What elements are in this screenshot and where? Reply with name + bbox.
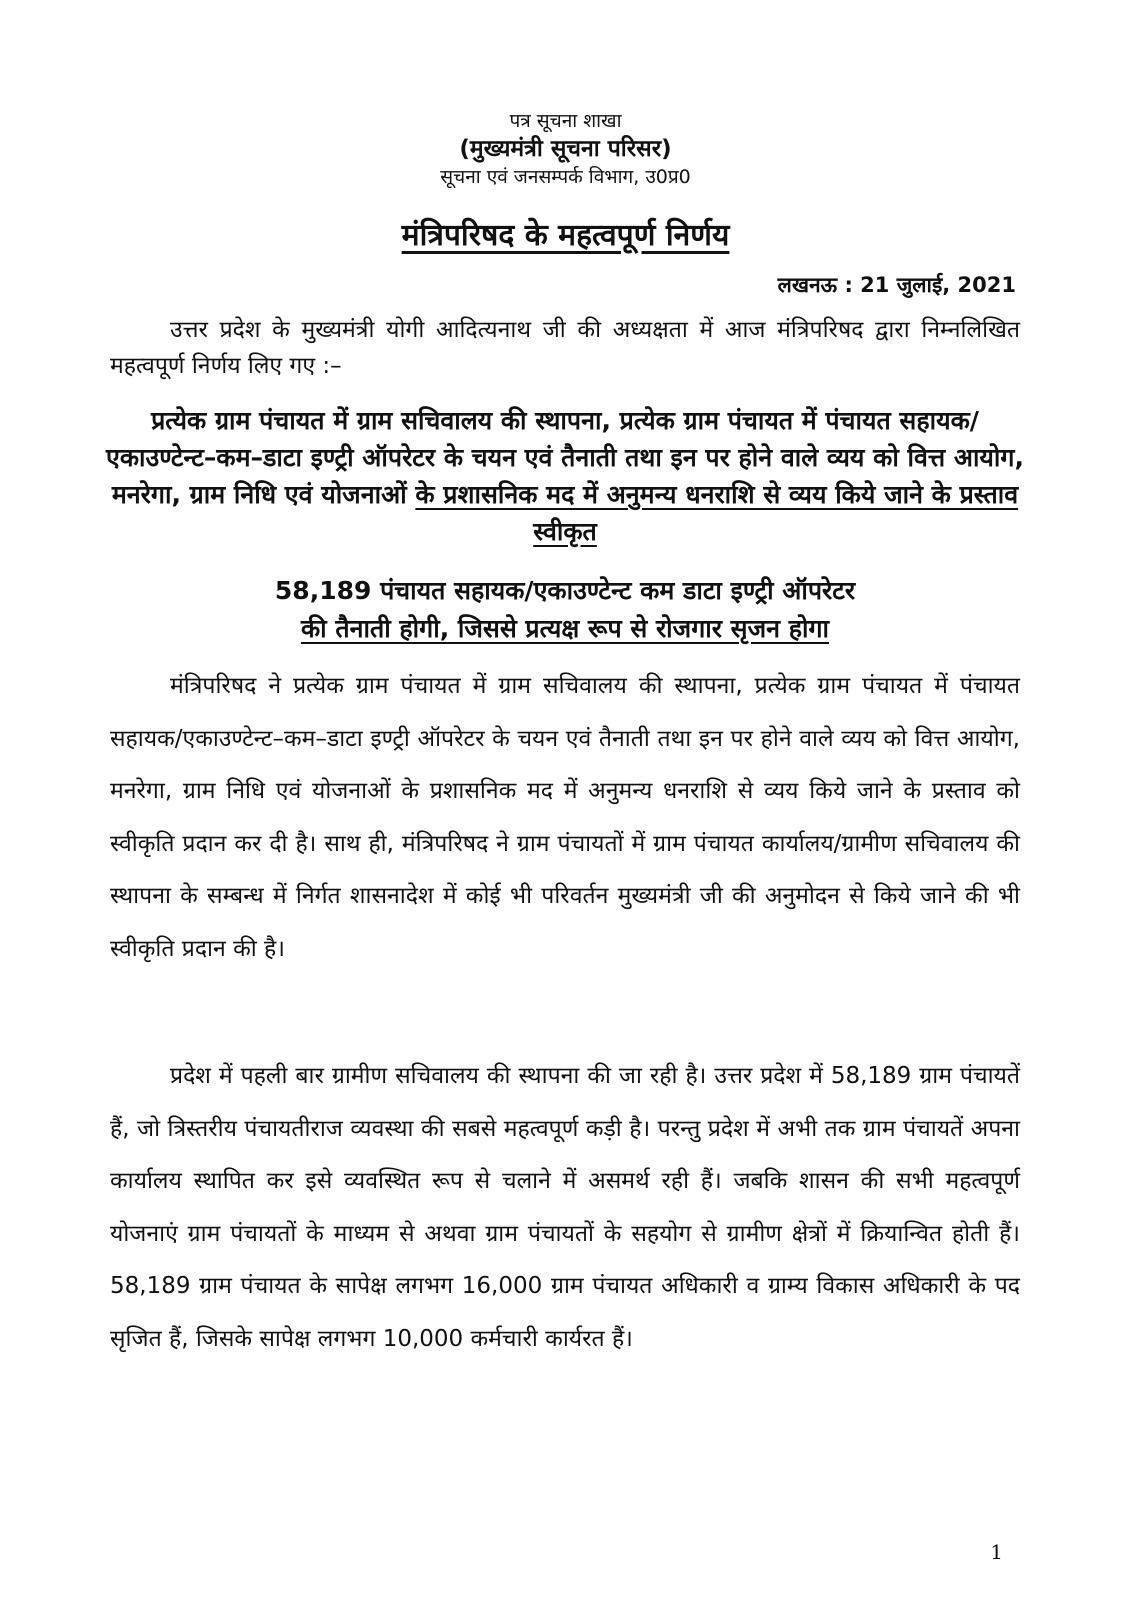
body-paragraph-2: प्रदेश में पहली बार ग्रामीण सचिवालय की स्थापना की जा रही है। उत्तर प्रदेश में 58,189 ग्राम पंचायतें हैं, जो त्रिस्तरीय पंचायतीराज व्यवस्था की सबसे महत्वपूर्ण कड़ी है। परन्तु प्रदेश में अभी तक ग्राम पंचायतें अपना कार्यालय स्थापित कर इसे व्यवस्थित रूप से चलाने में असमर्थ रही हैं। जबकि शासन की सभी महत्वपूर्ण योजनाएं ग्राम पंचायतों के माध्यम से अथवा ग्राम पंचायतों के सहयोग से ग्रामीण क्षेत्रों में क्रियान्वित होती हैं। 58,189 ग्राम पंचायत के सापेक्ष लगभग 16,000 ग्राम पंचायत अधिकारी व ग्राम्य विकास अधिकारी के पद सृजित हैं, जिसके सापेक्ष लगभग 10,000 कर्मचारी कार्यरत हैं।	[110, 1063, 1020, 1352]
decision-subheadline-underlined: की तैनाती होगी, जिससे प्रत्यक्ष रूप से रोजगार सृजन होगा	[300, 614, 830, 643]
page-title	[0, 216, 1131, 256]
cm-info-complex-label: (मुख्यमंत्री सूचना परिसर)	[459, 136, 672, 162]
dateline: लखनऊ : 21 जुलाई, 2021	[777, 273, 1016, 297]
body-paragraph-1: मंत्रिपरिषद ने प्रत्येक ग्राम पंचायत में ग्राम सचिवालय की स्थापना, प्रत्येक ग्राम पंचायत में पंचायत सहायक/एकाउण्टेन्ट–कम–डाटा इण्ट्री ऑपरेटर के चयन एवं तैनाती तथा इन पर होने वाले व्यय को वित्त आयोग, मनरेगा, ग्राम निधि एवं योजनाओं के प्रशासनिक मद में अनुमन्य धनराशि से व्यय किये जाने के प्रस्ताव को स्वीकृति प्रदान कर दी है। साथ ही, मंत्रिपरिषद ने ग्राम पंचायतों में ग्राम पंचायत कार्यालय/ग्रामीण सचिवालय की स्थापना के सम्बन्ध में निर्गत शासनादेश में कोई भी परिवर्तन मुख्यमंत्री जी की अनुमोदन से किये जाने की भी स्वीकृति प्रदान की है।	[110, 673, 1020, 962]
intro-paragraph: उत्तर प्रदेश के मुख्यमंत्री योगी आदित्यनाथ जी की अध्यक्षता में आज मंत्रिपरिषद द्वारा निम्नलिखित महत्वपूर्ण निर्णय लिए गए :–	[110, 317, 1020, 379]
decision-headline-text: प्रत्येक ग्राम पंचायत में ग्राम सचिवालय की स्थापना, प्रत्येक ग्राम पंचायत में पंचायत सहायक/एकाउण्टेन्ट–कम–डाटा इण्ट्री ऑपरेटर के चयन एवं तैनाती तथा इन पर होने वाले व्यय को वित्त आयोग, मनरेगा, ग्राम निधि एवं योजनाओं	[106, 406, 1024, 509]
decision-headline-underlined: के प्रशासनिक मद में अनुमन्य धनराशि से व्यय किये जाने के प्रस्ताव स्वीकृत	[415, 480, 1019, 546]
press-branch-label: पत्र सूचना शाखा	[509, 110, 622, 132]
decision-subheadline	[105, 572, 1025, 648]
decision-headline	[105, 402, 1025, 550]
page-title-text: मंत्रिपरिषद के महत्वपूर्ण निर्णय	[401, 218, 730, 253]
letterhead	[0, 108, 1131, 190]
page-number: 1	[990, 1540, 1003, 1564]
decision-subheadline-text: 58,189 पंचायत सहायक/एकाउण्टेन्ट कम डाटा इण्ट्री ऑपरेटर	[274, 576, 856, 605]
department-label: सूचना एवं जनसम्पर्क विभाग, उ0प्र0	[440, 166, 691, 188]
